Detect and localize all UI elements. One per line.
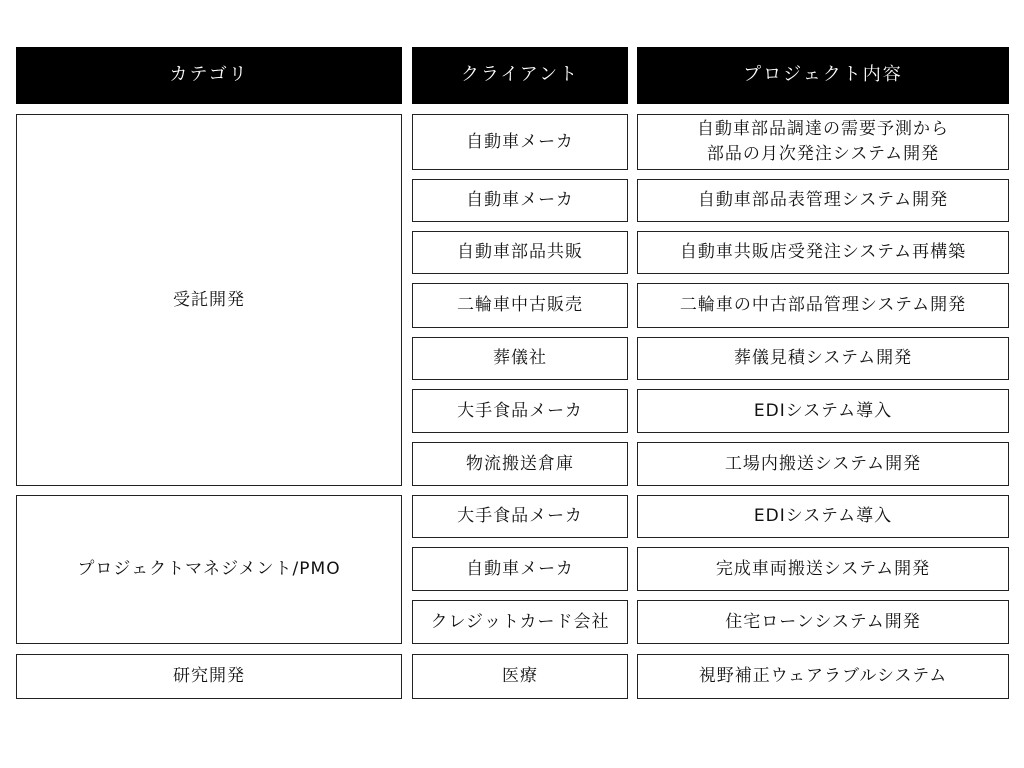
project-cell: 自動車共販店受発注システム再構築 xyxy=(637,231,1009,274)
client-cell: 物流搬送倉庫 xyxy=(412,442,628,486)
project-line-1: 自動車部品調達の需要予測から xyxy=(697,119,949,140)
project-cell: 完成車両搬送システム開発 xyxy=(637,547,1009,591)
client-cell: 大手食品メーカ xyxy=(412,389,628,433)
client-cell: 自動車メーカ xyxy=(412,179,628,222)
client-cell: 二輪車中古販売 xyxy=(412,283,628,328)
client-cell: 大手食品メーカ xyxy=(412,495,628,538)
header-client: クライアント xyxy=(412,47,628,104)
client-cell: 自動車メーカ xyxy=(412,114,628,170)
category-project-management: プロジェクトマネジメント/PMO xyxy=(16,495,402,644)
project-cell: 二輪車の中古部品管理システム開発 xyxy=(637,283,1009,328)
category-contract-development: 受託開発 xyxy=(16,114,402,486)
project-cell: 視野補正ウェアラブルシステム xyxy=(637,654,1009,699)
client-cell: 自動車部品共販 xyxy=(412,231,628,274)
project-line-2: 部品の月次発注システム開発 xyxy=(706,144,940,164)
client-cell: クレジットカード会社 xyxy=(412,600,628,644)
project-cell xyxy=(637,114,1009,170)
header-project: プロジェクト内容 xyxy=(637,47,1009,104)
project-cell: 住宅ローンシステム開発 xyxy=(637,600,1009,644)
project-cell: 自動車部品表管理システム開発 xyxy=(637,179,1009,222)
client-cell: 自動車メーカ xyxy=(412,547,628,591)
client-cell: 葬儀社 xyxy=(412,337,628,380)
header-category: カテゴリ xyxy=(16,47,402,104)
category-research-development: 研究開発 xyxy=(16,654,402,699)
client-cell: 医療 xyxy=(412,654,628,699)
project-cell: EDIシステム導入 xyxy=(637,495,1009,538)
project-cell: 工場内搬送システム開発 xyxy=(637,442,1009,486)
project-cell: 葬儀見積システム開発 xyxy=(637,337,1009,380)
project-cell: EDIシステム導入 xyxy=(637,389,1009,433)
